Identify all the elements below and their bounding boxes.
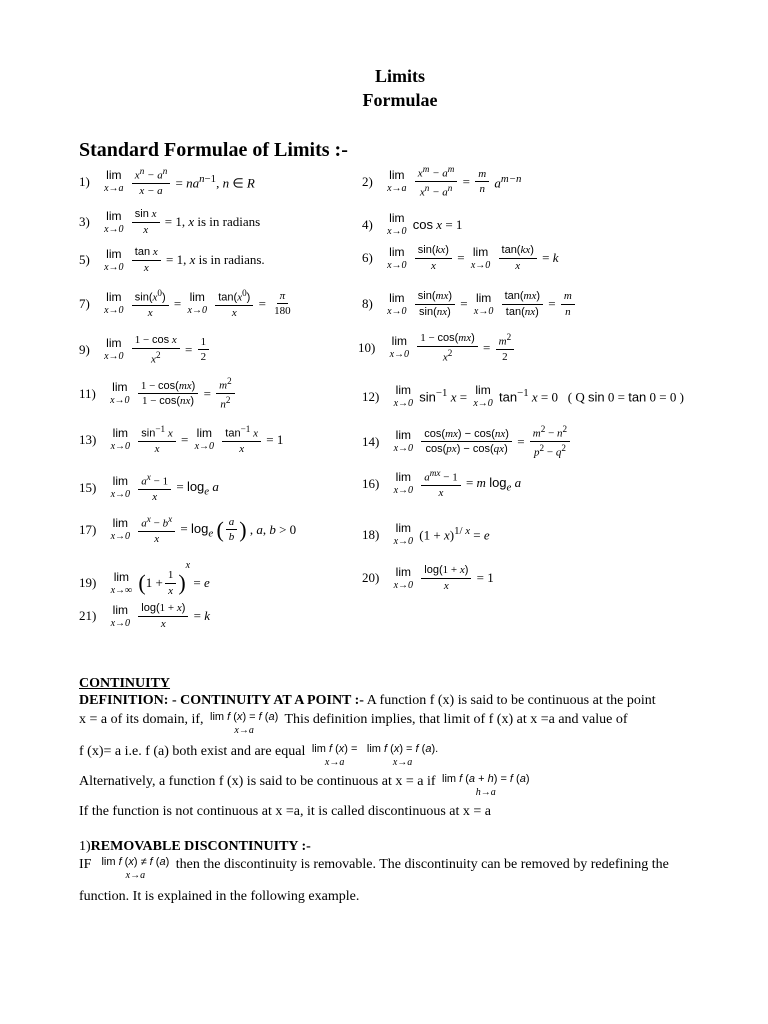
removable-heading: 1)REMOVABLE DISCONTINUITY :-: [79, 839, 311, 854]
discontinuous-text: If the function is not continuous at x =a, it is called discontinuous at x = a: [79, 804, 491, 819]
section-heading: Standard Formulae of Limits :-: [79, 139, 348, 161]
page-title: Limits: [374, 66, 425, 86]
example-intro: function. It is explained in the following example.: [79, 889, 360, 904]
formula-3: 3) lim x→0 $\frac{\text{sin x}}{x}$ = 1, x is in radians: [79, 208, 261, 236]
formula-1: 1) lim x→a $\frac{x^n - a^n}{x - a}$ = $na^{n-1}$, n ∈ R: [79, 166, 255, 198]
formula-9: 9) lim x→0 $\frac{\text{1 − cos x}}{x^2}$ = $\frac{1}{2}$: [79, 334, 211, 366]
formula-21: 21) lim x→0 $\frac{\log(1 + x)}{x}$ = k: [79, 602, 211, 630]
formula-6: 6) lim x→0 $\frac{\sin(kx)}{x}$ = lim x→0 $\frac{\tan(kx)}{x}$ = k: [362, 244, 559, 272]
formula-11: 11) lim x→0 $\frac{1 - \cos(mx)}{1 - \cos(nx)}$ = $\frac{m^2}{n^2}$: [79, 376, 237, 412]
formula-18: 18) lim x→0 $(1 + x)^{1/ x} = e$: [362, 521, 490, 547]
formula-20: 20) lim x→0 $\frac{\log(1 + x)}{x}$ = 1: [362, 564, 494, 592]
definition-line-2: x = a of its domain, if, lim f (x) = f (a) x→a This definition implies, that limit of f (x) at x =a and value of: [79, 711, 628, 736]
formula-2: 2) lim x→a $\frac{x^m - a^m}{x^n - a^n}$ = $\frac{m}{n}$ $a^{m-n}$: [362, 164, 522, 199]
definition-line-1: DEFINITION: - CONTINUITY AT A POINT :- A function f (x) is said to be continuous at the point: [79, 693, 656, 708]
page-subtitle: Formulae: [362, 90, 438, 110]
formula-7: 7) lim x→0 $\frac{\sin(x^0)}{x}$ = lim x→0 $\frac{\tan(x^0)}{x}$ = $\frac{\pi}{180}$: [79, 288, 291, 320]
formula-8: 8) lim x→0 $\frac{\sin(mx)}{\sin(nx)}$ = lim x→0 $\frac{\tan(mx)}{\tan(nx)}$ = $\frac{m}{n}$: [362, 290, 577, 318]
formula-17: 17) lim x→0 $\frac{a^x - b^x}{x}$ = $\log_e$ ( $\frac{a}{b}$ ) , a, b > 0: [79, 514, 297, 546]
continuity-heading: CONTINUITY: [79, 676, 171, 691]
formula-13: 13) lim x→0 $\frac{\sin^{-1} x}{x}$ = lim x→0 $\frac{\tan^{-1} x}{x}$ = 1: [79, 424, 284, 456]
formula-15: 15) lim x→0 $\frac{a^x - 1}{x}$ = $\log_e a$: [79, 472, 219, 504]
removable-condition: IF lim f (x) ≠ f (a) x→a then the discontinuity is removable. The discontinuity can be removed by redefining the: [79, 856, 669, 881]
formula-12: 12) lim x→0 $\sin^{-1} x$ = lim x→0 $\tan^{-1} x = 0$ ( Q sin 0 = tan 0 = 0 ): [362, 383, 684, 409]
formula-16: 16) lim x→0 $a^{mx} - 1$ x = m $\log_e a$: [362, 468, 522, 500]
definition-line-3: f (x)= a i.e. f (a) both exist and are equal lim f (x) = x→a lim f (x) = f (a). x→a: [79, 743, 439, 768]
alternative-definition: Alternatively, a function f (x) is said to be continuous at x = a if lim f (a + h) = f (a) h→a: [79, 773, 530, 798]
formula-14: 14) lim x→0 $\frac{\cos(mx) - \cos(nx)}{\cos(px) - \cos(qx)}$ = $\frac{m^2 - n^2}{p^2 - q^2}$: [362, 424, 572, 460]
formula-10: 10) lim x→0 $\frac{1 - \cos(mx)}{x^2}$ = $\frac{m^2}{2}$: [358, 332, 516, 364]
formula-4: 4) lim x→0 cos x = 1: [362, 211, 463, 237]
formula-19: 19) lim x→∞ (1 + $\frac{1}{x}$ )$^x$ = e: [79, 560, 210, 597]
formula-5: 5) lim x→0 $\frac{\text{tan x}}{x}$ = 1, x is in radians.: [79, 246, 265, 274]
